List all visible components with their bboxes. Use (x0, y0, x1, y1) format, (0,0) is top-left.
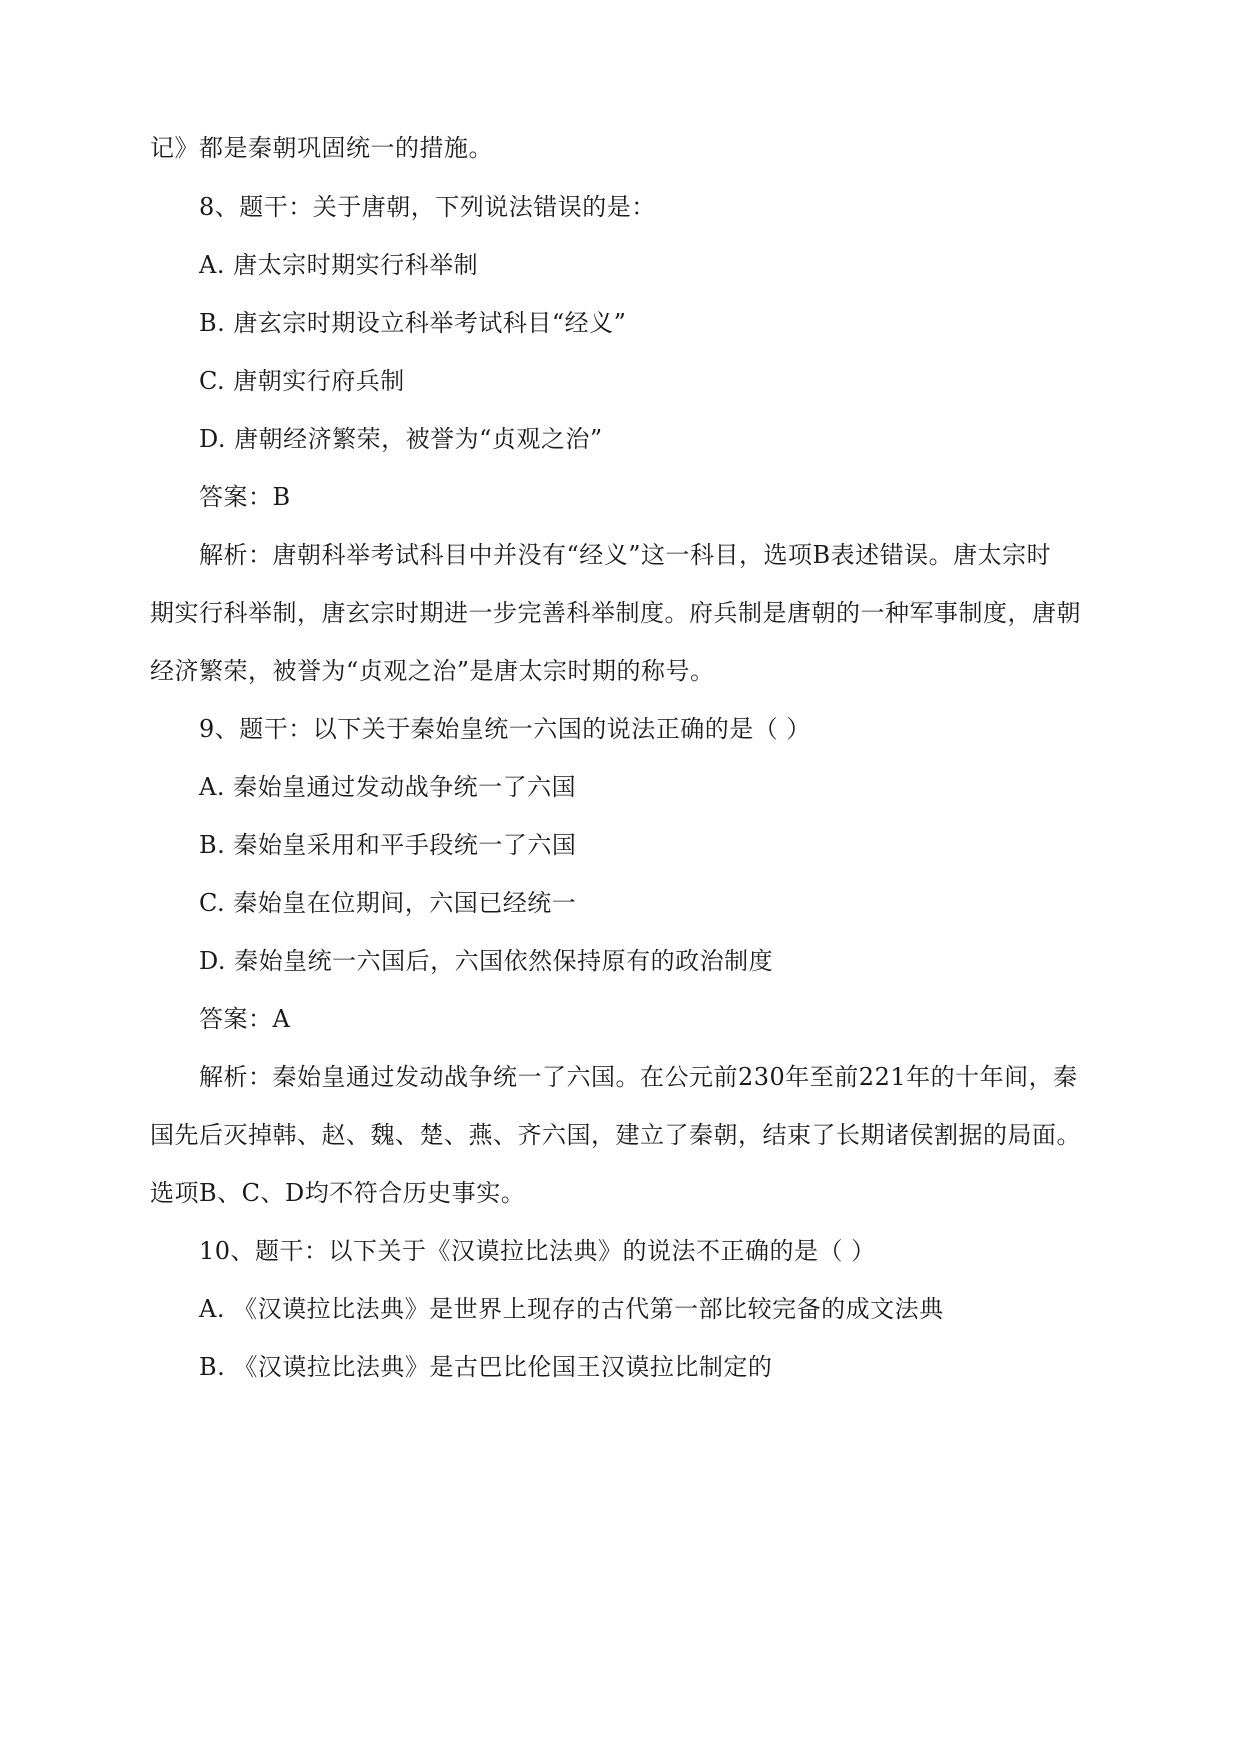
question-9-option-c: C. 秦始皇在位期间，六国已经统一 (199, 889, 577, 917)
question-8-stem: 8、题干：关于唐朝，下列说法错误的是： (199, 193, 656, 221)
question-10-option-a: A. 《汉谟拉比法典》是世界上现存的古代第一部比较完备的成文法典 (199, 1295, 944, 1323)
continuation-line: 记》都是秦朝巩固统一的措施。 (150, 134, 493, 162)
question-8-answer: 答案：B (199, 483, 291, 511)
question-9-option-b: B. 秦始皇采用和平手段统一了六国 (199, 831, 577, 859)
question-9-explanation-cont: 国先后灭掉韩、赵、魏、楚、燕、齐六国，建立了秦朝，结束了长期诸侯割据的局面。 (150, 1121, 1081, 1149)
question-10-stem: 10、题干：以下关于《汉谟拉比法典》的说法不正确的是（ ） (199, 1237, 876, 1265)
question-9-answer: 答案：A (199, 1005, 291, 1033)
question-9-stem: 9、题干：以下关于秦始皇统一六国的说法正确的是（ ） (199, 715, 811, 743)
question-8-explanation-cont: 经济繁荣，被誉为“贞观之治”是唐太宗时期的称号。 (150, 657, 715, 685)
question-8-explanation: 解析：唐朝科举考试科目中并没有“经义”这一科目，选项B表述错误。唐太宗时 (199, 541, 1052, 569)
question-8-option-b: B. 唐玄宗时期设立科举考试科目“经义” (199, 309, 627, 337)
question-10-option-b: B. 《汉谟拉比法典》是古巴比伦国王汉谟拉比制定的 (199, 1353, 773, 1381)
question-8-option-a: A. 唐太宗时期实行科举制 (199, 251, 479, 279)
question-9-option-d: D. 秦始皇统一六国后，六国依然保持原有的政治制度 (199, 947, 774, 975)
question-8-option-c: C. 唐朝实行府兵制 (199, 367, 405, 395)
question-9-explanation: 解析：秦始皇通过发动战争统一了六国。在公元前230年至前221年的十年间，秦 (199, 1063, 1078, 1091)
question-8-option-d: D. 唐朝经济繁荣，被誉为“贞观之治” (199, 425, 603, 453)
question-9-option-a: A. 秦始皇通过发动战争统一了六国 (199, 773, 577, 801)
question-9-explanation-cont: 选项B、C、D均不符合历史事实。 (150, 1179, 526, 1207)
question-8-explanation-cont: 期实行科举制，唐玄宗时期进一步完善科举制度。府兵制是唐朝的一种军事制度，唐朝 (150, 599, 1081, 627)
